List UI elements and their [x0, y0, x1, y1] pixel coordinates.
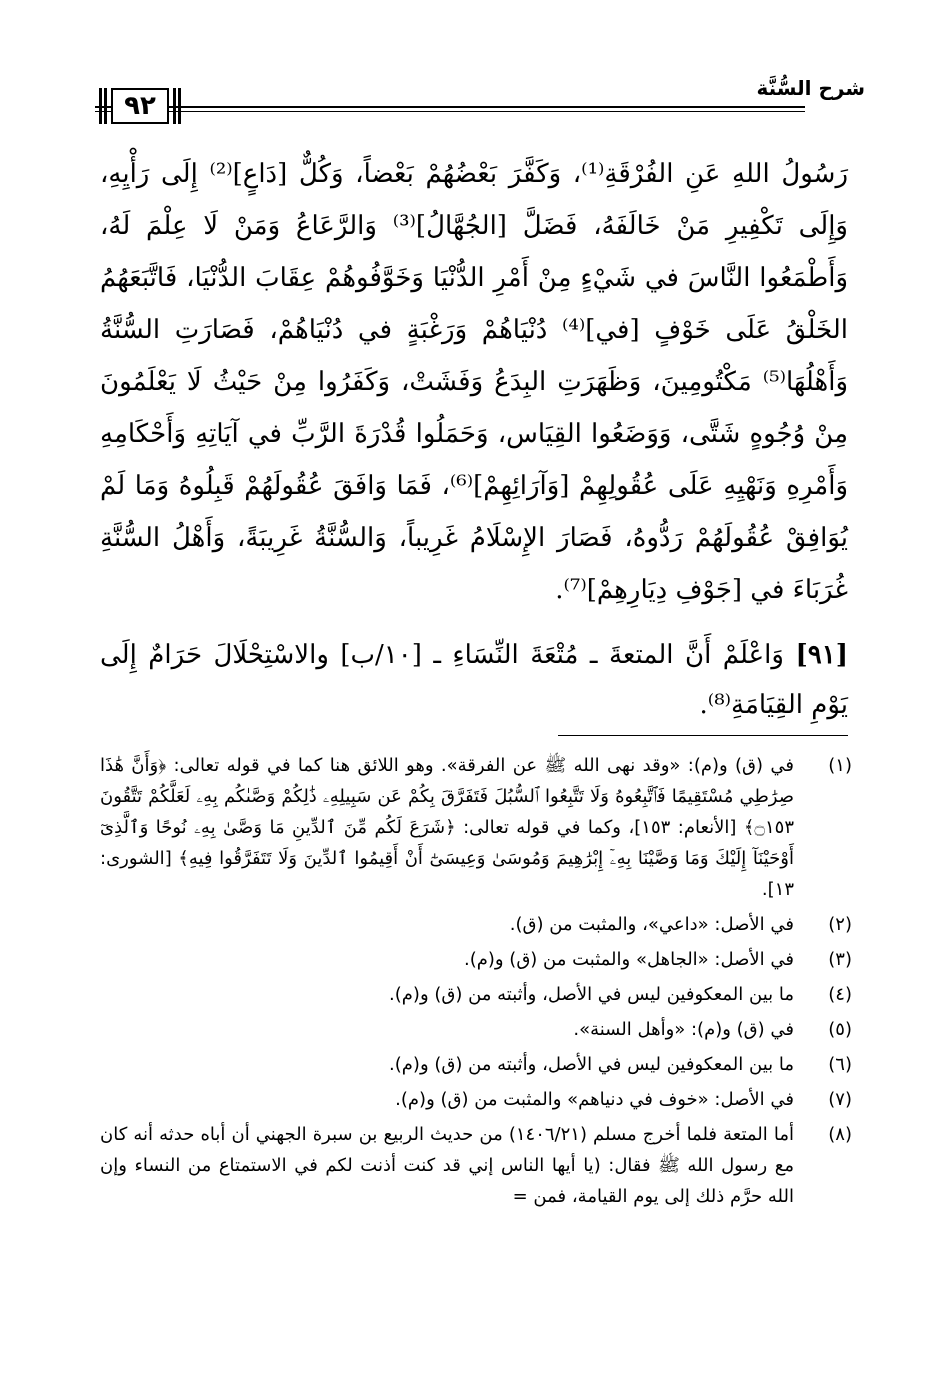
- footnote-number: (٤): [828, 984, 852, 1005]
- footnote-number: (٢): [828, 914, 852, 935]
- footnote: [100, 944, 852, 975]
- footnote-text: في الأصل: «الجاهل» والمثبت من (ق) و(م).: [463, 949, 794, 970]
- footnote-separator: [558, 735, 848, 736]
- footnote-text: في الأصل: «داعي»، والمثبت من (ق).: [509, 914, 794, 935]
- paragraph-1: رَسُولُ اللهِ عَنِ الفُرْقَةِ⁽¹⁾، وَكَفَّرَ بَعْضُهُمْ بَعْضاً، وَكُلٌّ [دَاعٍ]⁽²⁾ إِلَى رَأْيِهِ، وَإِلَى تَكْفِيرِ مَنْ خَالَفَهُ، فَضَلَّ [الجُهَّالُ]⁽³⁾ وَالرَّعَاعُ وَمَنْ لَا عِلْمَ لَهُ، وَأَطْمَعُوا النَّاسَ في شَيْءٍ مِنْ أَمْرِ الدُّنْيَا وَخَوَّفُوهُمْ عِقَابَ الدُّنْيَا، فَاتَّبَعَهُمُ الخَلْقُ عَلَى خَوْفٍ [في]⁽⁴⁾ دُنْيَاهُمْ وَرَغْبَةٍ في دُنْيَاهُمْ، فَصَارَتِ السُّنَّةُ وَأَهْلُهَا⁽⁵⁾ مَكْتُومِينَ، وَظَهَرَتِ البِدَعُ وَفَشَتْ، وَكَفَرُوا مِنْ حَيْثُ لَا يَعْلَمُونَ مِنْ وُجُوهٍ شَتَّى، وَوَضَعُوا القِيَاس، وَحَمَلُوا قُدْرَةَ الرَّبِّ في آيَاتِهِ وَأَحْكَامِهِ وَأَمْرِهِ وَنَهْيِهِ عَلَى عُقُولِهِمْ [وَآرَائِهِمْ]⁽⁶⁾، فَمَا وَافَقَ عُقُولَهُمْ قَبِلُوهُ وَمَا لَمْ يُوَافِقْ عُقُولَهُمْ رَدُّوهُ، فَصَارَ الإِسْلَامُ غَرِيباً، وَالسُّنَّةُ غَرِيبَةً، وَأَهْلُ السُّنَّةِ غُرَبَاءَ في [جَوْفِ دِيَارِهِمْ]⁽⁷⁾.: [100, 159, 849, 605]
- paragraph-2: [100, 630, 848, 730]
- footnote-number: (١): [828, 755, 852, 776]
- footnote-number: (٣): [828, 949, 852, 970]
- paragraph-number: [٩١]: [795, 640, 848, 670]
- footnote-number: (٧): [828, 1089, 852, 1110]
- footnote: [100, 1119, 852, 1212]
- footnote: [100, 750, 852, 905]
- footnote-text: أما المتعة فلما أخرج مسلم (١٤٠٦/٢١) من حديث الربيع بن سبرة الجهني أن أباه حدثه أنه كان مع رسول الله ﷺ فقال: (يا أيها الناس إني قد كنت أذنت لكم في الاستمتاع من النساء وإن الله حرَّم ذلك إلى يوم القيامة، فمن =: [100, 1124, 794, 1207]
- footnote-text: في (ق) و(م): «وقد نهى الله ﷺ عن الفرقة». وهو اللائق هنا كما في قوله تعالى: ﴿وَأَنَّ هَٰذَا صِرَٰطِي مُسْتَقِيمًا فَٱتَّبِعُوهُ وَلَا تَتَّبِعُوا ٱلسُّبُلَ فَتَفَرَّقَ بِكُمْ عَن سَبِيلِهِۦ ذَٰلِكُمْ وَصَّىٰكُم بِهِۦ لَعَلَّكُمْ تَتَّقُونَ ۝١٥٣﴾ [الأنعام: ١٥٣]، وكما في قوله تعالى: ﴿شَرَعَ لَكُم مِّنَ ٱلدِّينِ مَا وَصَّىٰ بِهِۦ نُوحًا وَٱلَّذِىٓ أَوْحَيْنَآ إِلَيْكَ وَمَا وَصَّيْنَا بِهِۦٓ إِبْرَٰهِيمَ وَمُوسَىٰ وَعِيسَىٰٓ أَنْ أَقِيمُوا ٱلدِّينَ وَلَا تَتَفَرَّقُوا فِيهِ﴾ [الشورى: ١٣].: [100, 755, 794, 900]
- footnote: [100, 1084, 852, 1115]
- main-text: [100, 148, 848, 730]
- footnote-number: (٨): [828, 1124, 852, 1145]
- footnote-text: ما بين المعكوفين ليس في الأصل، وأثبته من (ق) و(م).: [389, 984, 794, 1005]
- header-rule-thin: [95, 111, 805, 112]
- footnote-text: في الأصل: «خوف في دنياهم» والمثبت من (ق) و(م).: [395, 1089, 794, 1110]
- footnote: [100, 979, 852, 1010]
- paragraph-2-text: وَاعْلَمْ أَنَّ المتعةَ ـ مُتْعَةَ النِّسَاءِ ـ [١٠/ب] والاسْتِحْلَالَ حَرَامٌ إِلَى يَوْمِ القِيَامَةِ⁽⁸⁾.: [100, 640, 848, 720]
- page-number: ٩٢: [111, 88, 169, 124]
- footnote-number: (٦): [828, 1054, 852, 1075]
- footnote: [100, 1049, 852, 1080]
- footnote: [100, 909, 852, 940]
- footnote-number: (٥): [828, 1019, 852, 1040]
- page-header: [95, 70, 865, 128]
- header-rule: [95, 106, 805, 108]
- footnote: [100, 1014, 852, 1045]
- footnote-text: في (ق) و(م): «وأهل السنة».: [573, 1019, 794, 1040]
- footnotes: [100, 750, 852, 1216]
- book-title: شرح السُّنَّة: [756, 76, 865, 100]
- footnote-text: ما بين المعكوفين ليس في الأصل، وأثبته من (ق) و(م).: [389, 1054, 794, 1075]
- page-number-box: [95, 88, 185, 124]
